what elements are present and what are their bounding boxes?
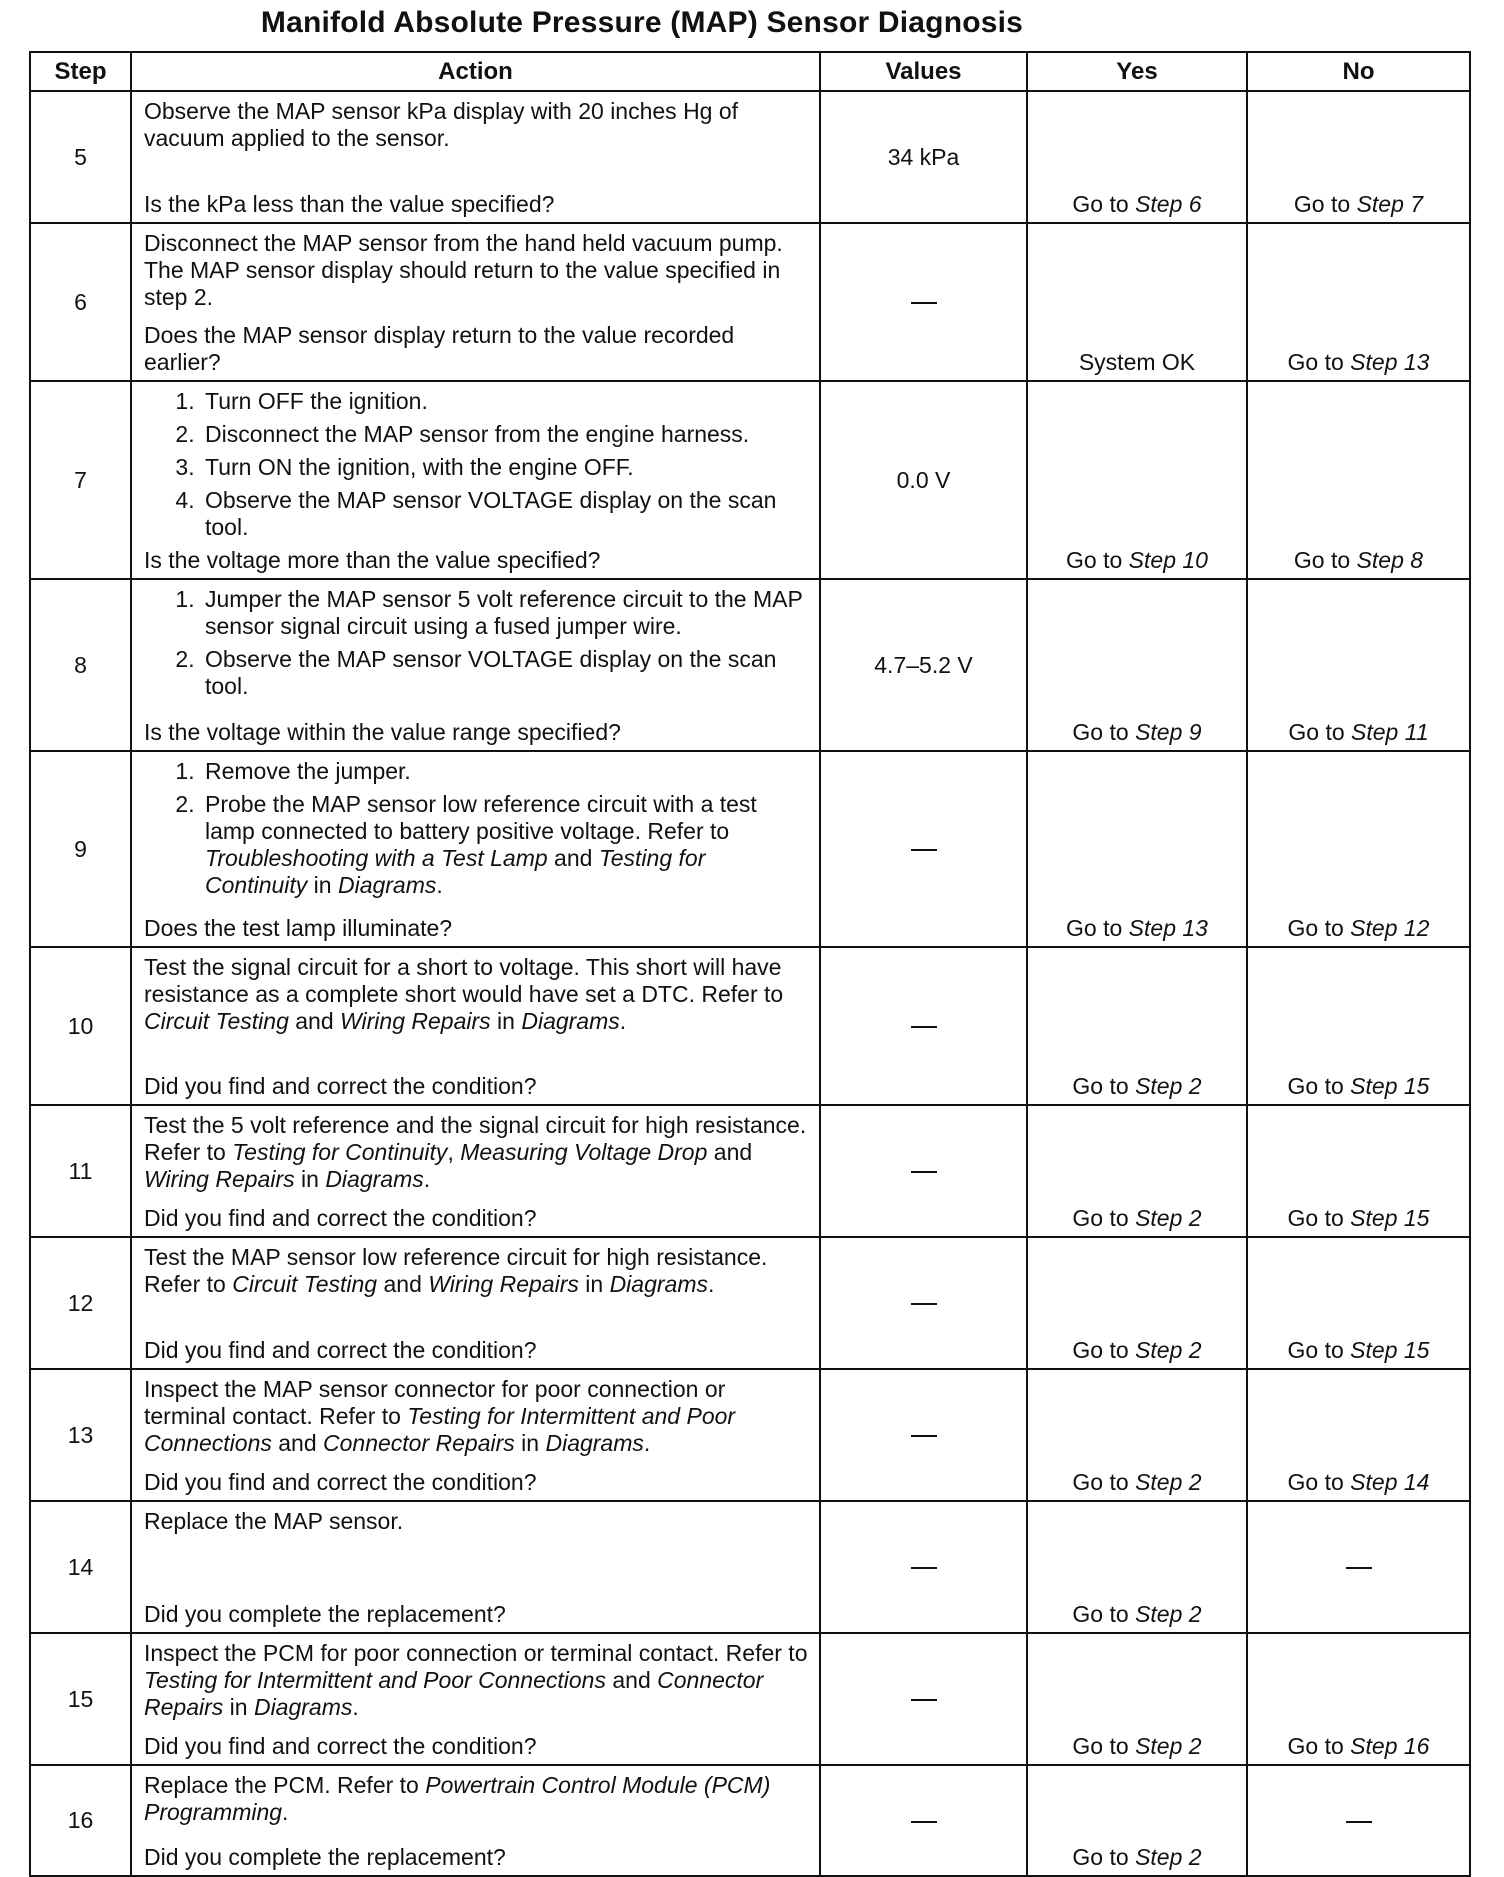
yes-cell: Go to Step 2 <box>1027 1765 1247 1876</box>
action-question: Did you complete the replacement? <box>144 1844 506 1870</box>
no-step-ref: Step 11 <box>1351 719 1429 745</box>
yes-step-ref: Step 2 <box>1135 1073 1202 1099</box>
header-values: Values <box>820 52 1027 91</box>
no-step-ref: Step 14 <box>1350 1469 1430 1495</box>
action-step-item: 4. Observe the MAP sensor VOLTAGE display on the scan tool. <box>201 487 809 541</box>
action-question: Did you find and correct the condition? <box>144 1469 537 1495</box>
action-instructions: Replace the PCM. Refer to Powertrain Control Module (PCM) Programming. <box>144 1772 771 1825</box>
action-instructions: Test the MAP sensor low reference circuit for high resistance. Refer to Circuit Testing and Wiring Repairs in Diagrams. <box>144 1244 768 1297</box>
value-cell <box>820 1105 1027 1237</box>
yes-cell: Go to Step 2 <box>1027 1501 1247 1633</box>
value-cell <box>820 1237 1027 1369</box>
step-number: 5 <box>30 91 131 223</box>
yes-step-ref: Step 2 <box>1135 1337 1202 1363</box>
action-content <box>144 388 809 574</box>
action-content <box>144 98 809 218</box>
value-dash <box>911 1303 937 1305</box>
action-question: Did you find and correct the condition? <box>144 1733 537 1759</box>
table-row <box>30 1369 1470 1501</box>
no-cell: Go to Step 16 <box>1247 1633 1470 1765</box>
step-number: 6 <box>30 223 131 381</box>
action-cell <box>131 947 820 1105</box>
table-row <box>30 1237 1470 1369</box>
value-cell <box>820 751 1027 947</box>
value-cell <box>820 1633 1027 1765</box>
no-cell <box>1247 1501 1470 1633</box>
action-step-item: 1. Turn OFF the ignition. <box>201 388 809 415</box>
header-step: Step <box>30 52 131 91</box>
yes-step-ref: Step 2 <box>1135 1733 1202 1759</box>
table-row <box>30 381 1470 579</box>
no-cell: Go to Step 15 <box>1247 1105 1470 1237</box>
action-content <box>144 1772 809 1871</box>
table-row <box>30 223 1470 381</box>
action-instructions <box>144 586 809 700</box>
value-dash <box>911 849 937 851</box>
no-dash <box>1346 1567 1372 1569</box>
table-row <box>30 1501 1470 1633</box>
table-row <box>30 1765 1470 1876</box>
action-cell <box>131 1369 820 1501</box>
action-content <box>144 586 809 746</box>
no-step-ref: Step 8 <box>1356 547 1424 573</box>
action-content <box>144 1244 809 1364</box>
diagnosis-table <box>29 51 1471 1877</box>
no-step-ref: Step 15 <box>1350 1073 1430 1099</box>
yes-cell: Go to Step 6 <box>1027 91 1247 223</box>
action-question: Did you find and correct the condition? <box>144 1337 537 1363</box>
yes-cell: Go to Step 10 <box>1027 381 1247 579</box>
no-step-ref: Step 16 <box>1350 1733 1430 1759</box>
page-title: Manifold Absolute Pressure (MAP) Sensor Diagnosis <box>260 6 1024 39</box>
no-step-ref: Step 15 <box>1350 1337 1430 1363</box>
step-number: 14 <box>30 1501 131 1633</box>
no-step-ref: Step 13 <box>1350 349 1430 375</box>
no-step-ref: Step 7 <box>1356 191 1424 217</box>
action-question: Is the voltage more than the value specified? <box>144 547 601 573</box>
yes-cell: System OK <box>1027 223 1247 381</box>
action-steps-list <box>144 388 809 541</box>
header-no: No <box>1247 52 1470 91</box>
value-dash <box>911 1567 937 1569</box>
value-dash <box>911 1699 937 1701</box>
action-instructions <box>144 758 809 899</box>
action-cell <box>131 1105 820 1237</box>
action-instructions: Inspect the PCM for poor connection or terminal contact. Refer to Testing for Intermittent and Poor Connections and Connector Repairs in Diagrams. <box>144 1640 808 1720</box>
table-row <box>30 947 1470 1105</box>
yes-step-ref: Step 2 <box>1135 1205 1202 1231</box>
yes-step-ref: Step 10 <box>1128 547 1208 573</box>
value-dash <box>911 1026 937 1028</box>
action-question: Did you find and correct the condition? <box>144 1073 537 1099</box>
header-yes: Yes <box>1027 52 1247 91</box>
step-number: 15 <box>30 1633 131 1765</box>
action-step-item: 2. Observe the MAP sensor VOLTAGE display on the scan tool. <box>201 646 809 700</box>
step-number: 8 <box>30 579 131 751</box>
step-number: 10 <box>30 947 131 1105</box>
table-row <box>30 579 1470 751</box>
action-instructions <box>144 388 809 541</box>
value-dash <box>911 1821 937 1823</box>
step-number: 12 <box>30 1237 131 1369</box>
value-dash <box>911 302 937 304</box>
value-cell: 34 kPa <box>820 91 1027 223</box>
action-cell <box>131 1765 820 1876</box>
action-content <box>144 1112 809 1232</box>
value-cell: 4.7–5.2 V <box>820 579 1027 751</box>
yes-cell: Go to Step 13 <box>1027 751 1247 947</box>
yes-step-ref: Step 9 <box>1135 719 1202 745</box>
action-instructions: Disconnect the MAP sensor from the hand held vacuum pump. The MAP sensor display should return to the value specified in step 2. <box>144 230 783 310</box>
yes-step-ref: Step 6 <box>1135 191 1202 217</box>
value-cell <box>820 223 1027 381</box>
yes-cell: Go to Step 2 <box>1027 1237 1247 1369</box>
yes-cell: Go to Step 2 <box>1027 1369 1247 1501</box>
action-cell <box>131 1633 820 1765</box>
action-cell <box>131 1501 820 1633</box>
no-cell: Go to Step 13 <box>1247 223 1470 381</box>
action-instructions: Test the signal circuit for a short to voltage. This short will have resistance as a complete short would have set a DTC. Refer to Circuit Testing and Wiring Repairs in Diagrams. <box>144 954 784 1034</box>
action-cell <box>131 579 820 751</box>
action-instructions: Replace the MAP sensor. <box>144 1508 404 1534</box>
action-instructions: Observe the MAP sensor kPa display with 20 inches Hg of vacuum applied to the sensor. <box>144 98 739 151</box>
no-dash <box>1346 1821 1372 1823</box>
yes-step-ref: Step 2 <box>1135 1469 1202 1495</box>
table-row <box>30 1105 1470 1237</box>
value-cell: 0.0 V <box>820 381 1027 579</box>
value-cell <box>820 947 1027 1105</box>
action-cell <box>131 381 820 579</box>
no-cell: Go to Step 14 <box>1247 1369 1470 1501</box>
table-row <box>30 751 1470 947</box>
step-number: 16 <box>30 1765 131 1876</box>
no-cell <box>1247 1765 1470 1876</box>
header-row <box>30 52 1470 91</box>
action-question: Did you complete the replacement? <box>144 1601 506 1627</box>
action-cell <box>131 1237 820 1369</box>
action-cell <box>131 751 820 947</box>
value-cell <box>820 1765 1027 1876</box>
yes-step-ref: Step 2 <box>1135 1844 1202 1870</box>
step-number: 7 <box>30 381 131 579</box>
value-dash <box>911 1435 937 1437</box>
yes-cell: Go to Step 2 <box>1027 947 1247 1105</box>
action-question: Does the MAP sensor display return to the value recorded earlier? <box>144 322 735 375</box>
action-content <box>144 230 809 376</box>
action-instructions: Inspect the MAP sensor connector for poor connection or terminal contact. Refer to Testing for Intermittent and Poor Connections and Connector Repairs in Diagrams. <box>144 1376 736 1456</box>
action-step-item: 1. Remove the jumper. <box>201 758 809 785</box>
action-cell <box>131 223 820 381</box>
yes-step-ref: Step 2 <box>1135 1601 1202 1627</box>
no-cell: Go to Step 15 <box>1247 947 1470 1105</box>
action-content <box>144 954 809 1100</box>
no-cell: Go to Step 15 <box>1247 1237 1470 1369</box>
action-steps-list <box>144 758 809 899</box>
header-action: Action <box>131 52 820 91</box>
no-cell: Go to Step 7 <box>1247 91 1470 223</box>
step-number: 9 <box>30 751 131 947</box>
action-step-item: 3. Turn ON the ignition, with the engine OFF. <box>201 454 809 481</box>
action-instructions: Test the 5 volt reference and the signal circuit for high resistance. Refer to Testing for Continuity, Measuring Voltage Drop and Wiring Repairs in Diagrams. <box>144 1112 807 1192</box>
action-question: Is the kPa less than the value specified? <box>144 191 555 217</box>
yes-cell: Go to Step 2 <box>1027 1105 1247 1237</box>
no-cell: Go to Step 11 <box>1247 579 1470 751</box>
no-step-ref: Step 12 <box>1350 915 1430 941</box>
action-question: Did you find and correct the condition? <box>144 1205 537 1231</box>
value-dash <box>911 1171 937 1173</box>
yes-cell: Go to Step 9 <box>1027 579 1247 751</box>
table-row <box>30 1633 1470 1765</box>
no-step-ref: Step 15 <box>1350 1205 1430 1231</box>
action-step-item: 2. Probe the MAP sensor low reference circuit with a test lamp connected to battery positive voltage. Refer to Troubleshooting with a Test Lamp and Testing for Continuity in Diagrams. <box>201 791 809 899</box>
action-step-item: 2. Disconnect the MAP sensor from the engine harness. <box>201 421 809 448</box>
action-content <box>144 758 809 942</box>
no-cell: Go to Step 12 <box>1247 751 1470 947</box>
table-row <box>30 91 1470 223</box>
step-number: 13 <box>30 1369 131 1501</box>
action-content <box>144 1508 809 1628</box>
action-question: Does the test lamp illuminate? <box>144 915 453 941</box>
yes-cell: Go to Step 2 <box>1027 1633 1247 1765</box>
action-content <box>144 1640 809 1760</box>
action-cell <box>131 91 820 223</box>
action-question: Is the voltage within the value range specified? <box>144 719 621 745</box>
value-cell <box>820 1501 1027 1633</box>
no-cell: Go to Step 8 <box>1247 381 1470 579</box>
yes-step-ref: Step 13 <box>1128 915 1208 941</box>
action-content <box>144 1376 809 1496</box>
step-number: 11 <box>30 1105 131 1237</box>
value-cell <box>820 1369 1027 1501</box>
action-step-item: 1. Jumper the MAP sensor 5 volt reference circuit to the MAP sensor signal circuit using a fused jumper wire. <box>201 586 809 640</box>
action-steps-list <box>144 586 809 700</box>
